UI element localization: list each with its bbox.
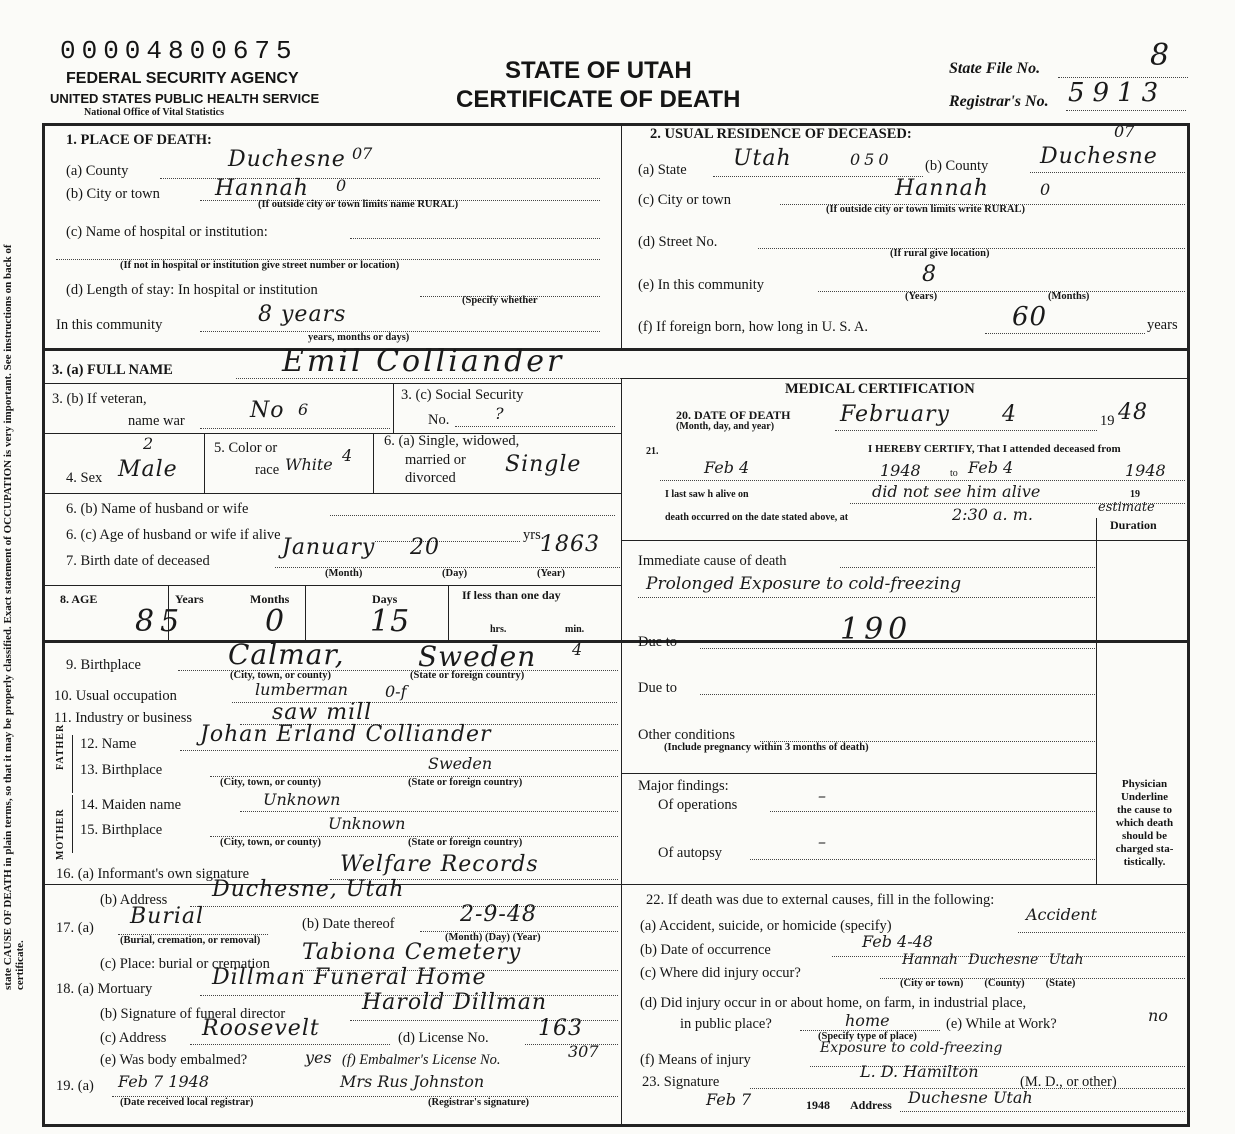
autopsy-dash: – [818,832,826,851]
agency-name: FEDERAL SECURITY AGENCY [66,70,299,87]
father-birthplace-label: 13. Birthplace [80,762,163,778]
mother-birth-city-note: (City, town, or county) [220,837,322,848]
burial-place-label: (c) Place: burial or cremation [100,956,270,972]
res-county-label: (b) County [925,158,989,174]
operations-label: Of operations [658,797,738,813]
attended-to-year: 1948 [1125,461,1166,480]
other-conditions-note: (Include pregnancy within 3 months of death) [664,742,869,753]
signature-year: 1948 [806,1098,830,1112]
res-city-code: 0 [1040,180,1051,199]
age-days-label: Days [372,592,398,606]
pod-county-value: Duchesne [228,147,346,172]
veteran-value: No [250,398,285,423]
birthplace-label: 9. Birthplace [66,657,141,673]
birth-year-caption: (Year) [537,568,565,579]
race-code: 4 [342,446,353,465]
pod-city-code: 0 [336,176,347,195]
age-months-label: Months [250,592,290,606]
age-months: 0 [265,604,286,639]
full-name-value: Emil Colliander [282,344,565,379]
marital-label-3: divorced [405,470,456,486]
birth-year: 1863 [540,532,600,557]
res-years-word: years [1147,317,1178,333]
birth-date-label: 7. Birth date of deceased [66,553,210,569]
last-saw-label: I last saw h alive on [665,489,749,500]
occurrence-date-value: Feb 4-48 [862,932,933,951]
veteran-label: 3. (b) If veteran, [52,391,147,407]
spouse-name-label: 6. (b) Name of husband or wife [66,501,249,517]
duration-label: Duration [1110,518,1157,532]
veteran-code: 6 [298,400,309,419]
means-injury-value: Exposure to cold-freezing [820,1040,1003,1056]
license-value: 163 [538,1016,583,1041]
death-time: 2:30 a. m. [952,505,1033,524]
mother-name-label: 14. Maiden name [80,797,182,813]
pod-hospital-note: (If not in hospital or institution give street number or location) [120,260,400,271]
signature-address-label: Address [850,1098,892,1112]
sex-code: 2 [143,434,154,453]
certificate-title: CERTIFICATE OF DEATH [456,86,741,113]
signature-label: 23. Signature [642,1074,720,1090]
registrar-received-date: Feb 7 1948 [118,1072,210,1091]
informant-signature-value: Welfare Records [340,852,539,877]
father-side-label: FATHER [55,723,66,770]
veteran-war-label: name war [128,413,185,429]
pod-community-note: years, months or days) [308,332,410,343]
due-to-label-1: Due to [638,634,678,650]
res-state-value: Utah [733,146,792,171]
embalmed-label: (e) Was body embalmed? [100,1052,248,1068]
res-city-label: (c) City or town [638,192,732,208]
pod-hospital-label: (c) Name of hospital or institution: [66,224,268,240]
means-injury-label: (f) Means of injury [640,1052,751,1068]
mortuary-address-label: (c) Address [100,1030,167,1046]
burial-date-note: (Month) (Day) (Year) [445,932,541,943]
margin-instructions: state CAUSE OF DEATH in plain terms, so that it may be properly classified. Exact statement of OCCUPATION is very important. See instructions on back of certificate. [2,244,26,990]
res-city-note: (If outside city or town limits write RURAL) [826,204,1025,215]
res-community-label: (e) In this community [638,277,765,293]
ssn-no-label: No. [428,412,450,428]
public-place-label: in public place? [680,1016,772,1032]
dod-year: 48 [1118,400,1148,425]
external-heading: 22. If death was due to external causes, fill in the following: [646,892,995,908]
father-name-value: Johan Erland Colliander [200,722,492,747]
certify-text: I HEREBY CERTIFY, That I attended deceased from [868,443,1121,455]
res-county-code: 07 [1114,122,1135,141]
attended-to-date: Feb 4 [968,458,1014,477]
pod-county-code: 07 [352,144,373,163]
dod-note: (Month, day, and year) [676,421,775,432]
funeral-director-value: Harold Dillman [362,990,548,1015]
father-birth-country-note: (State or foreign country) [408,777,523,788]
major-findings-label: Major findings: [638,778,729,794]
occupation-label: 10. Usual occupation [54,688,177,704]
at-work-value: no [1148,1006,1168,1025]
age-less-label: If less than one day [462,588,561,602]
registrar-number: 5913 [1068,78,1167,108]
father-birthplace-value: Sweden [428,754,493,773]
license-label: (d) License No. [398,1030,489,1046]
signature-value: L. D. Hamilton [860,1062,979,1081]
autopsy-label: Of autopsy [658,845,723,861]
father-birth-city-note: (City, town, or county) [220,777,322,788]
signature-date: Feb 7 [706,1090,752,1109]
registrar-signature: Mrs Rus Johnston [340,1072,485,1091]
embalmed-value: yes [305,1048,332,1067]
mortuary-value: Dillman Funeral Home [212,965,487,990]
birth-day: 20 [410,535,440,560]
dod-label: 20. DATE OF DEATH [676,408,791,422]
state-title: STATE OF UTAH [505,57,692,84]
where-injury-label: (c) Where did injury occur? [640,965,801,981]
res-foreign-value: 60 [1012,302,1048,332]
md-label: (M. D., or other) [1020,1074,1117,1090]
burial-place-value: Tabiona Cemetery [302,940,522,965]
pod-community-label: In this community [56,317,163,333]
birth-day-caption: (Day) [442,568,468,579]
res-foreign-label: (f) If foreign born, how long in U. S. A. [638,319,868,335]
operations-dash: – [818,786,826,805]
spouse-age-yrs: yrs. [523,527,545,543]
informant-signature-label: 16. (a) Informant's own signature [56,866,250,882]
to-word: to [950,468,958,479]
industry-label: 11. Industry or business [54,710,193,726]
birth-month-caption: (Month) [325,568,363,579]
birthplace-country: Sweden [418,640,537,673]
physician-note: Physician Underline the cause to which death should be charged sta- tistically. [1115,778,1174,868]
ssn-label: 3. (c) Social Security [401,387,524,403]
res-community-value: 8 [922,262,937,287]
burial-date-value: 2-9-48 [460,902,537,927]
dod-day: 4 [1002,402,1017,427]
occurrence-date-label: (b) Date of occurrence [640,942,771,958]
color-label: 5. Color or [214,440,278,456]
at-work-label: (e) While at Work? [946,1016,1057,1032]
birthplace-country-note: (State or foreign country) [410,670,525,681]
residence-heading: 2. USUAL RESIDENCE OF DECEASED: [650,126,912,142]
home-injury-value: home [845,1011,890,1030]
other-conditions-label: Other conditions [638,727,736,743]
age-years: 85 [135,604,186,639]
medical-heading: MEDICAL CERTIFICATION [785,381,975,397]
res-months-caption: (Months) [1048,291,1090,302]
res-county-value: Duchesne [1040,144,1158,169]
mortuary-label: 18. (a) Mortuary [56,981,153,997]
age-years-label: Years [175,592,204,606]
informant-address-value: Duchesne, Utah [212,877,405,902]
informant-address-label: (b) Address [100,892,168,908]
mortuary-address-value: Roosevelt [202,1016,320,1041]
occurred-label: death occurred on the date stated above, at [665,512,849,523]
res-years-caption: (Years) [905,291,938,302]
mother-side-label: MOTHER [55,808,66,860]
pod-city-note: (If outside city or town limits name RURAL) [258,199,459,210]
res-street-note: (If rural give location) [890,248,990,259]
burial-date-label: (b) Date thereof [302,916,395,932]
funeral-director-label: (b) Signature of funeral director [100,1006,286,1022]
marital-value: Single [505,452,582,477]
occupation-code: 0-f [385,682,407,701]
mother-birthplace-value: Unknown [328,814,406,833]
embalmer-license-value: 307 [568,1042,599,1061]
due-to-label-2: Due to [638,680,678,696]
ssn-value: ? [495,404,504,423]
where-injury-value: Hannah Duchesne Utah [902,952,1084,968]
immediate-cause-label: Immediate cause of death [638,553,787,569]
attended-from-date: Feb 4 [704,458,750,477]
last-saw-value: did not see him alive [872,482,1041,501]
estimate-note: estimate [1098,500,1155,515]
state-file-label: State File No. [949,60,1041,77]
mother-name-value: Unknown [263,790,341,809]
dod-year-prefix: 19 [1100,413,1115,429]
registrar-received-label: 19. (a) [56,1078,94,1094]
res-state-label: (a) State [638,162,687,178]
sex-value: Male [118,457,178,482]
sex-label: 4. Sex [66,470,103,486]
home-injury-label: (d) Did injury occur in or about home, on farm, in industrial place, [640,995,1027,1011]
burial-label: 17. (a) [56,920,94,936]
pod-specify-note: (Specify whether [462,295,538,306]
birthplace-city-note: (City, town, or county) [230,670,332,681]
res-state-code: 050 [850,150,893,169]
accident-value: Accident [1026,905,1098,924]
age-hrs: hrs. [490,624,507,635]
signature-address-value: Duchesne Utah [908,1088,1033,1107]
race-value: White [285,455,333,474]
registrar-number-label: Registrar's No. [949,93,1049,110]
marital-label: 6. (a) Single, widowed, [384,433,520,449]
father-name-label: 12. Name [80,736,137,752]
pod-community-value: 8 years [258,302,347,327]
birthplace-city: Calmar, [228,638,345,671]
registrar-signature-note: (Registrar's signature) [428,1097,529,1108]
state-file-number: 8 [1150,38,1171,73]
pod-city-value: Hannah [215,176,309,201]
burial-method: Burial [130,904,205,929]
pod-city-label: (b) City or town [66,186,160,202]
marital-label-2: married or [405,452,466,468]
birthplace-code: 4 [572,640,583,659]
attended-from-year: 1948 [880,461,921,480]
office-name: National Office of Vital Statistics [84,107,224,118]
industry-value: saw mill [272,700,373,725]
dod-month: February [840,402,950,427]
age-min: min. [565,624,585,635]
where-injury-note: (City or town) (County) (State) [900,978,1076,989]
res-street-label: (d) Street No. [638,234,718,250]
accident-label: (a) Accident, suicide, or homicide (specify) [640,918,892,934]
full-name-label: 3. (a) FULL NAME [52,362,173,378]
place-of-death-heading: 1. PLACE OF DEATH: [66,132,212,148]
mother-birthplace-label: 15. Birthplace [80,822,163,838]
document-number: 00004800675 [60,36,298,66]
pod-county-label: (a) County [66,163,129,179]
specify-place-note: (Specify type of place) [818,1031,917,1042]
mother-birth-country-note: (State or foreign country) [408,837,523,848]
spouse-age-label: 6. (c) Age of husband or wife if alive [66,527,281,543]
occupation-value: lumberman [255,680,348,699]
service-name: UNITED STATES PUBLIC HEALTH SERVICE [50,91,320,106]
registrar-received-note: (Date received local registrar) [120,1097,254,1108]
burial-method-note: (Burial, cremation, or removal) [120,935,261,946]
certify-number: 21. [646,446,659,457]
age-label: 8. AGE [60,592,98,606]
race-label: race [255,462,280,478]
age-days: 15 [370,604,411,639]
birth-month: January [282,535,376,560]
pod-stay-label: (d) Length of stay: In hospital or institution [66,282,318,298]
immediate-cause-value: Prolonged Exposure to cold-freezing [646,574,962,594]
last-saw-year: 19 [1130,489,1140,500]
due-to-value-1: 190 [840,612,913,647]
embalmer-license-label: (f) Embalmer's License No. [342,1052,501,1068]
res-city-value: Hannah [895,176,989,201]
